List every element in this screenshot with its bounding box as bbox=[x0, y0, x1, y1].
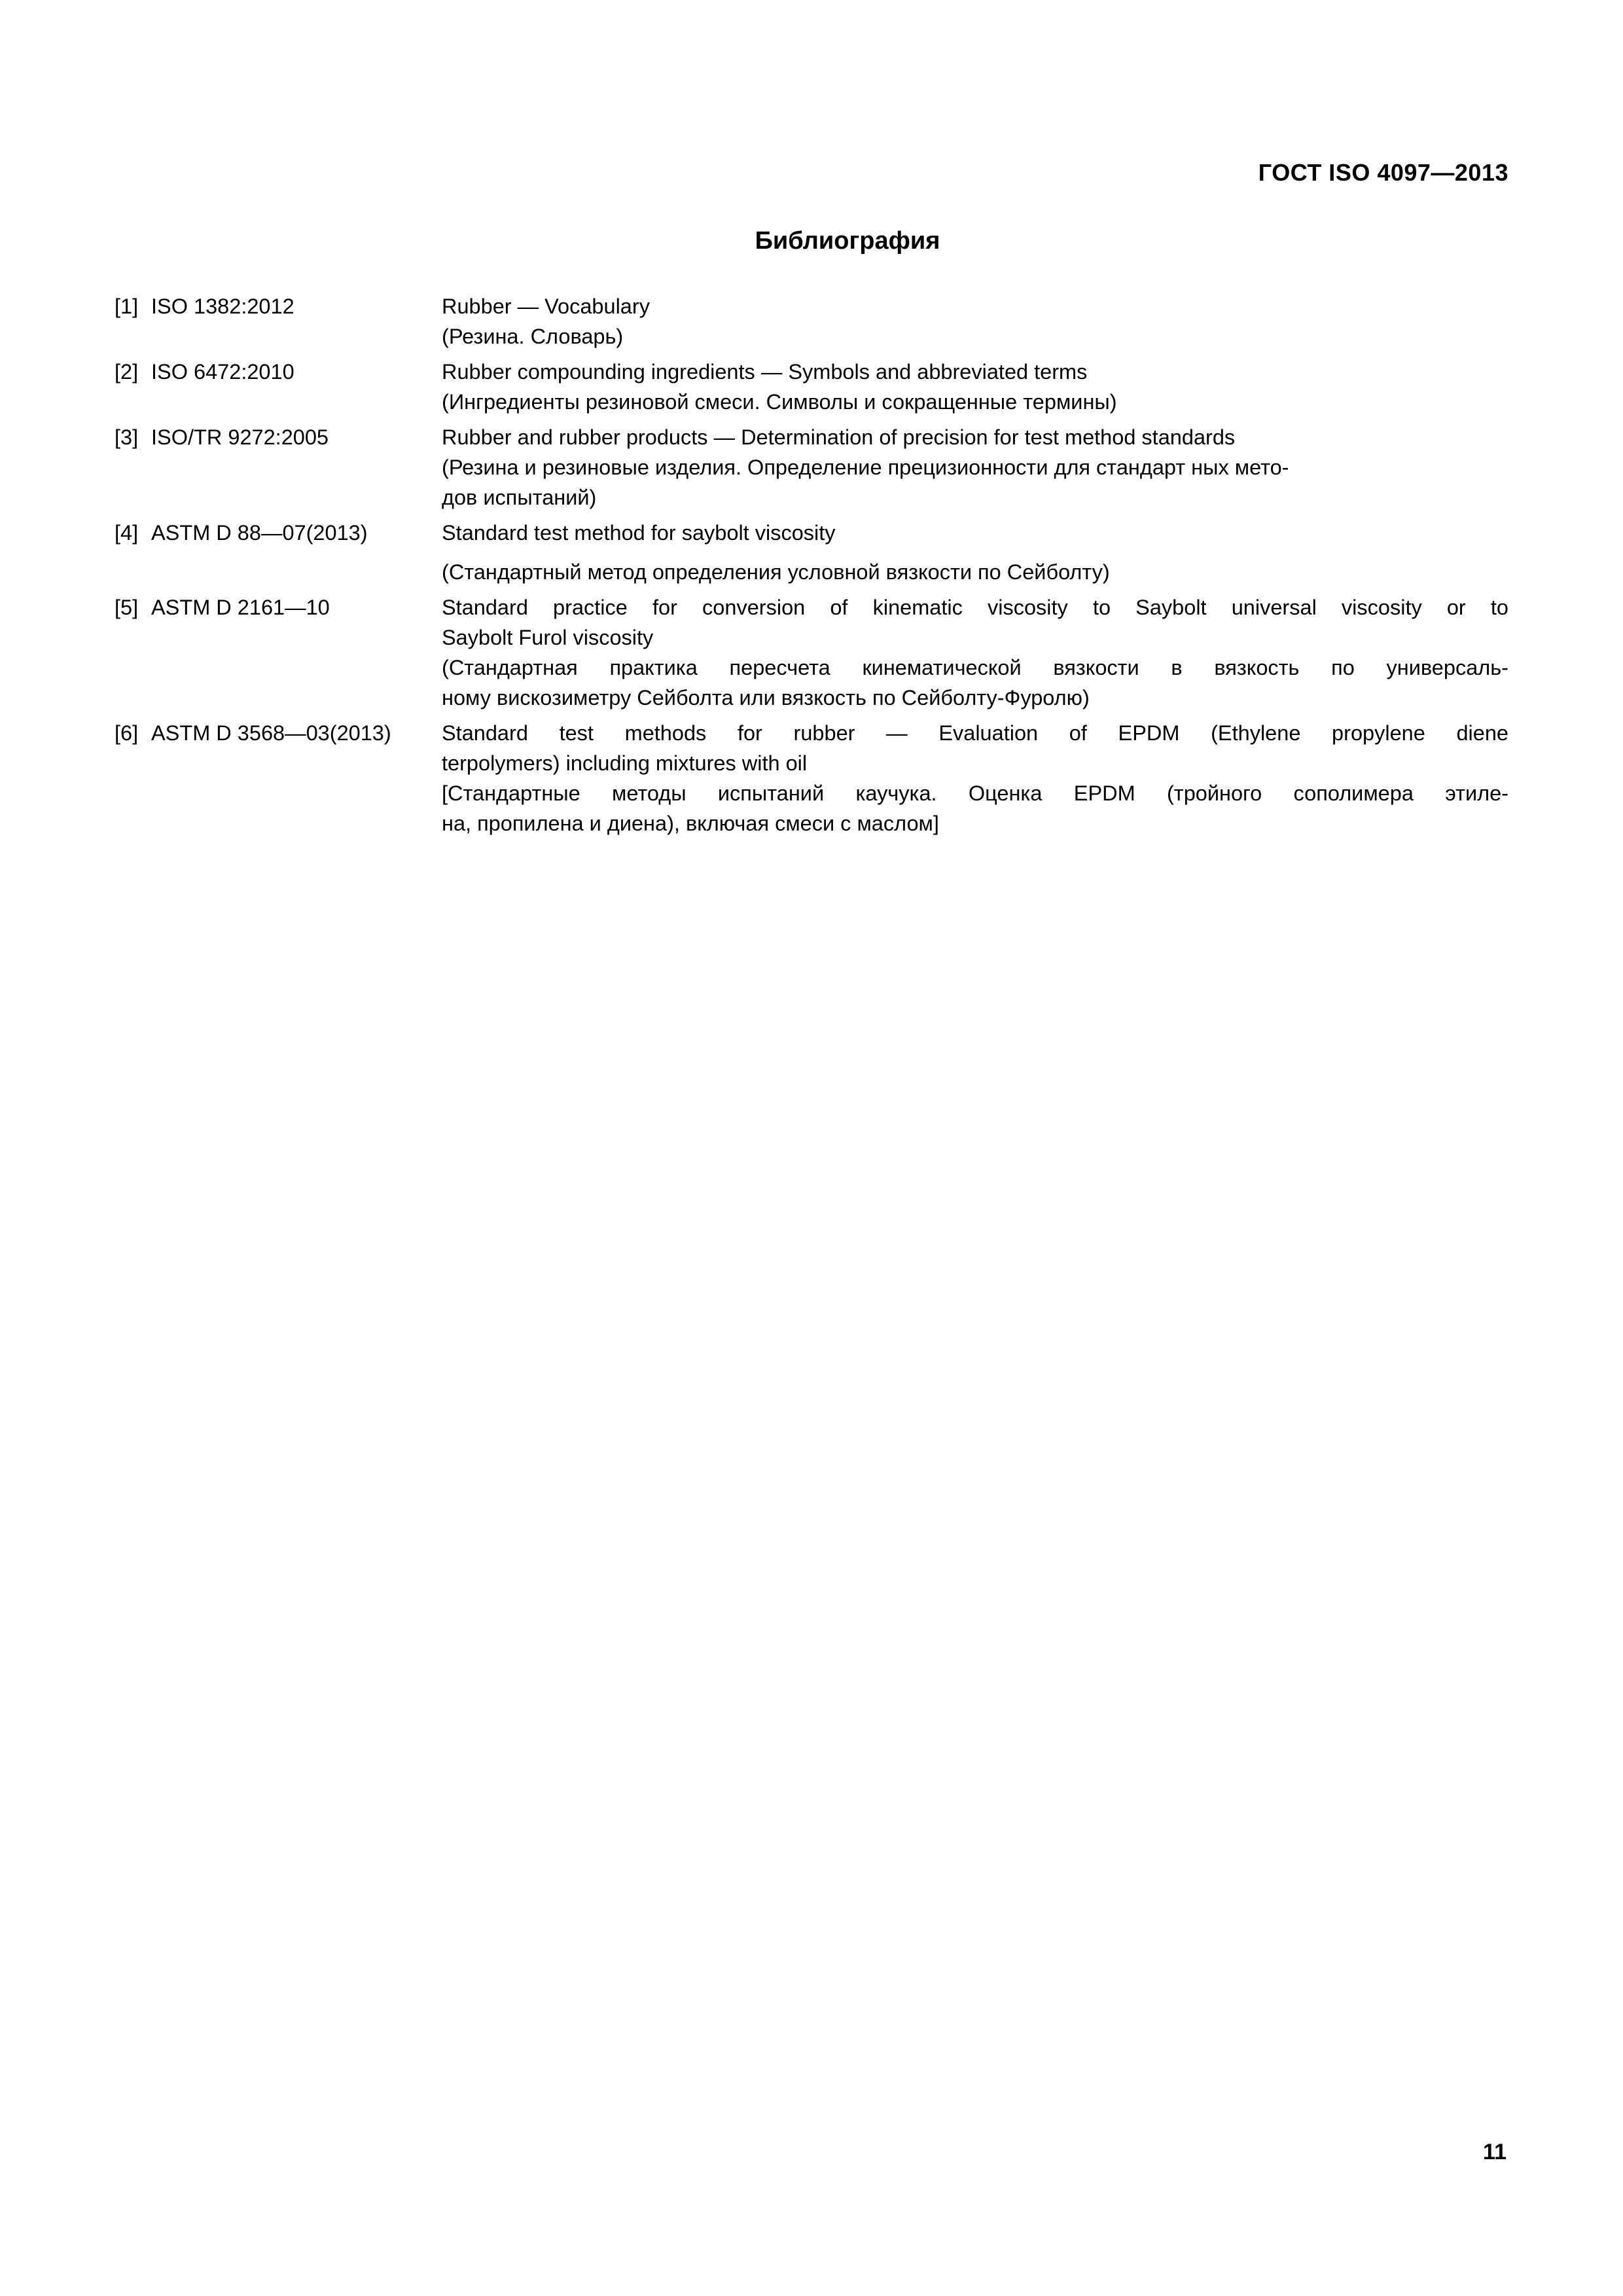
entry-reference bbox=[115, 291, 442, 321]
bibliography-entry bbox=[115, 718, 1508, 838]
bibliography-entry bbox=[115, 518, 1508, 587]
entry-reference bbox=[115, 718, 442, 748]
entry-number: [4] bbox=[115, 521, 139, 545]
bibliography-entry bbox=[115, 422, 1508, 512]
entry-standard-id: ISO 6472:2010 bbox=[151, 360, 294, 384]
entry-line-spacer bbox=[442, 548, 1508, 557]
entry-number: [1] bbox=[115, 295, 139, 318]
entry-line: Standard test method for saybolt viscosity bbox=[442, 521, 836, 545]
entry-standard-id: ASTM D 3568—03(2013) bbox=[151, 721, 391, 745]
entry-body bbox=[442, 422, 1508, 512]
entry-line: (Резина. Словарь) bbox=[442, 325, 624, 348]
entry-body bbox=[442, 718, 1508, 838]
page-number: 11 bbox=[1483, 2140, 1507, 2164]
entry-reference bbox=[115, 422, 442, 452]
entry-standard-id: ASTM D 2161—10 bbox=[151, 596, 330, 619]
entry-number: [2] bbox=[115, 360, 139, 384]
entry-line: Standard test methods for rubber — Evaluation of EPDM (Ethylene propylene diene bbox=[442, 721, 1508, 745]
entry-body bbox=[442, 592, 1508, 713]
entry-line: Rubber and rubber products — Determination of precision for test method standards bbox=[442, 425, 1236, 449]
entry-reference bbox=[115, 357, 442, 387]
entry-line: дов испытаний) bbox=[442, 486, 597, 509]
entry-line: ному вискозиметру Сейболта или вязкость по Сейболту-Фуролю) bbox=[442, 686, 1090, 709]
bibliography-entry bbox=[115, 592, 1508, 713]
entry-number: [5] bbox=[115, 596, 139, 619]
entry-line: terpolymers) including mixtures with oil bbox=[442, 751, 808, 775]
entry-line: [Стандартные методы испытаний каучука. Оценка EPDM (тройного сополимера этиле- bbox=[442, 781, 1508, 805]
entry-number: [6] bbox=[115, 721, 139, 745]
entry-line: (Ингредиенты резиновой смеси. Символы и сокращенные термины) bbox=[442, 390, 1117, 414]
entry-line: на, пропилена и диена), включая смеси с маслом] bbox=[442, 812, 939, 835]
entry-line: Rubber compounding ingredients — Symbols and abbreviated terms bbox=[442, 360, 1088, 384]
bibliography-entry bbox=[115, 357, 1508, 417]
section-title: Библиография bbox=[755, 227, 940, 255]
entry-reference bbox=[115, 518, 442, 548]
entry-reference bbox=[115, 592, 442, 622]
entry-line: Rubber — Vocabulary bbox=[442, 295, 650, 318]
entry-number: [3] bbox=[115, 425, 139, 449]
entry-line: (Стандартная практика пересчета кинематической вязкости в вязкость по универсаль- bbox=[442, 656, 1508, 679]
bibliography-list bbox=[115, 291, 1508, 844]
entry-body bbox=[442, 357, 1508, 417]
document-header: ГОСТ ISO 4097—2013 bbox=[1258, 159, 1508, 186]
bibliography-entry bbox=[115, 291, 1508, 351]
entry-line: (Стандартный метод определения условной вязкости по Сейболту) bbox=[442, 560, 1110, 584]
entry-line: Standard practice for conversion of kinematic viscosity to Saybolt universal viscosity or to bbox=[442, 596, 1508, 619]
entry-standard-id: ISO/TR 9272:2005 bbox=[151, 425, 329, 449]
entry-standard-id: ISO 1382:2012 bbox=[151, 295, 294, 318]
entry-body bbox=[442, 291, 1508, 351]
entry-standard-id: ASTM D 88—07(2013) bbox=[151, 521, 368, 545]
entry-line: Saybolt Furol viscosity bbox=[442, 626, 654, 649]
entry-line: (Резина и резиновые изделия. Определение прецизионности для стандарт ных мето- bbox=[442, 456, 1289, 479]
entry-body bbox=[442, 518, 1508, 587]
